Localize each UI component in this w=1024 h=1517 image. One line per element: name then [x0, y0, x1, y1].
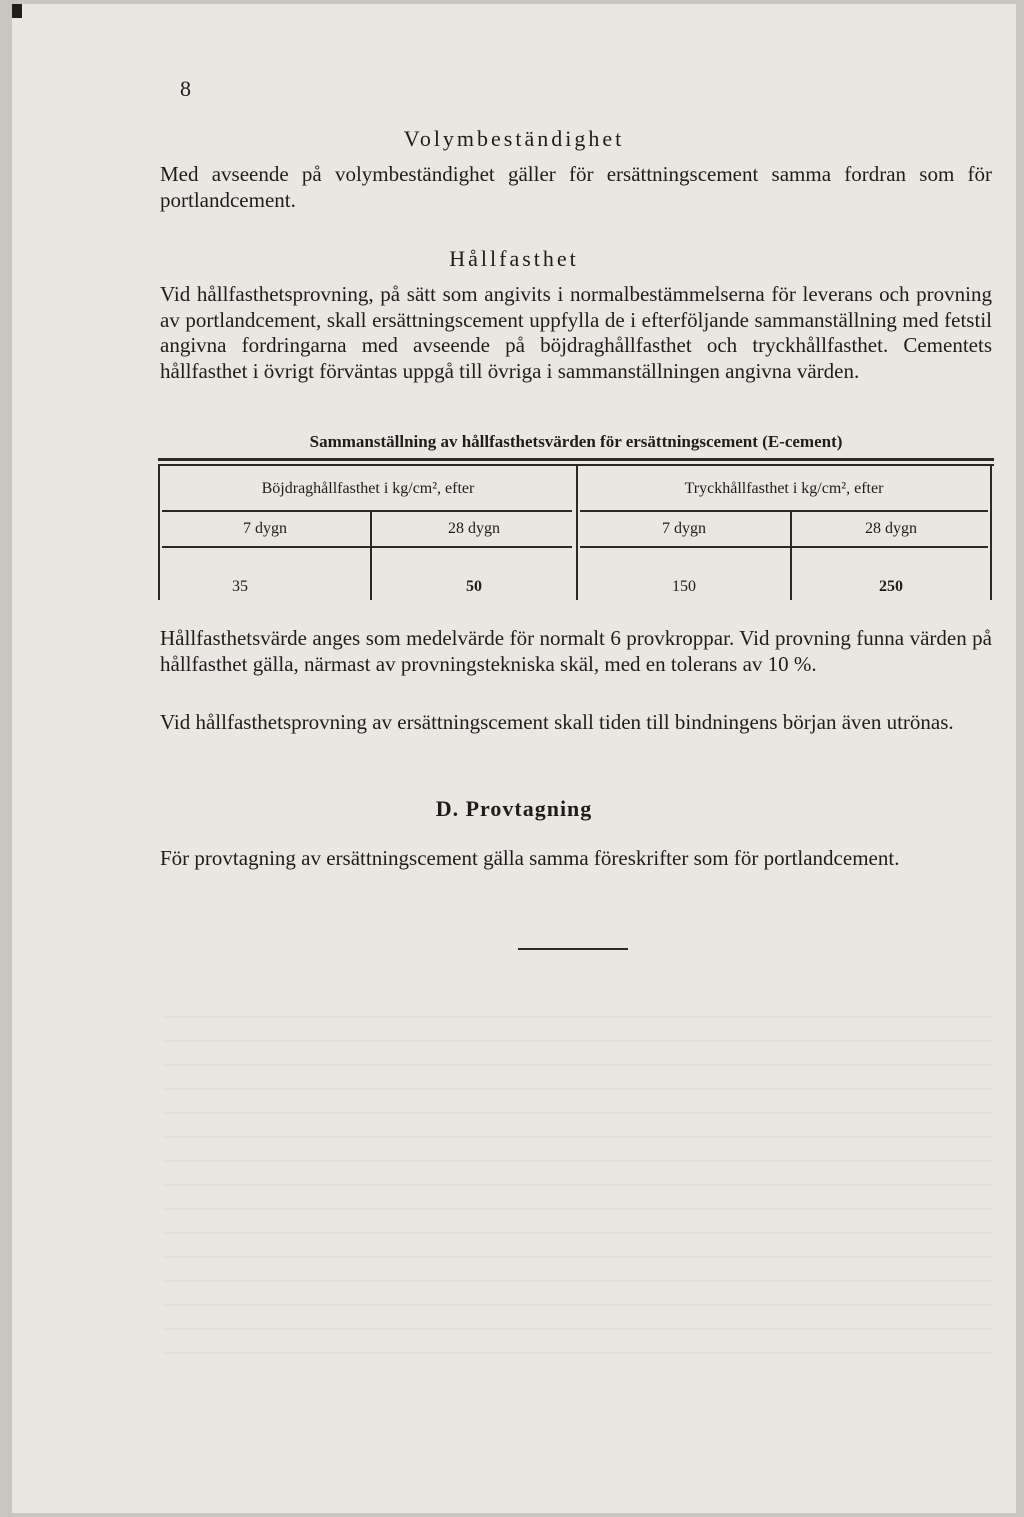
value-tryck-28: 250 [879, 578, 903, 595]
closing-rule [518, 948, 628, 950]
bleed-through [162, 994, 992, 1374]
subheader-28-dygn-bojdrag: 28 dygn [448, 520, 500, 537]
value-bojdrag-7: 35 [232, 578, 248, 595]
strength-table [158, 458, 994, 603]
table-top-rule [158, 458, 994, 461]
subheader-7-dygn-tryck: 7 dygn [662, 520, 706, 537]
subheader-28-dygn-tryck: 28 dygn [865, 520, 917, 537]
paragraph-hallfasthet: Vid hållfasthetsprovning, på sätt som angivits i normalbestämmelserna för leverans och provning av portlandcement, skall ersättningscement uppfylla de i efterföljande sammanställning med fetstil angivna fordringarna med avseende på böjdraghållfasthet och tryckhållfasthet. Cementets hållfasthet i övrigt förväntas uppgå till övriga i sammanställningen angivna värden. [160, 282, 992, 383]
table-subheader-rule-right [580, 546, 988, 548]
group-header-tryck: Tryckhållfasthet i kg/cm², efter [684, 480, 884, 497]
table-subheader-rule-left [162, 546, 572, 548]
page-number: 8 [180, 76, 191, 101]
table-caption: Sammanställning av hållfasthetsvärden för ersättningscement (E-cement) [309, 432, 843, 451]
scan-corner-mark [12, 4, 22, 18]
paragraph-volymbestandighet: Med avseende på volymbeständighet gäller för ersättningscement samma fordran som för portlandcement. [160, 162, 992, 212]
table-header-rule-right [580, 510, 988, 512]
heading-volymbestandighet: Volymbeständighet [403, 126, 625, 151]
table-right-border [990, 466, 992, 600]
value-tryck-7: 150 [672, 578, 696, 595]
paragraph-bindning: Vid hållfasthetsprovning av ersättningscement skall tiden till bindningens början även utrönas. [160, 710, 954, 734]
document-page [12, 4, 1016, 1513]
group-header-bojdrag: Böjdraghållfasthet i kg/cm², efter [261, 480, 475, 497]
subheader-7-dygn-bojdrag: 7 dygn [243, 520, 287, 537]
value-bojdrag-28: 50 [466, 578, 482, 595]
heading-provtagning: D. Provtagning [435, 796, 593, 821]
paragraph-provtagning: För provtagning av ersättningscement gälla samma föreskrifter som för portlandcement. [160, 846, 900, 870]
heading-hallfasthet: Hållfasthet [449, 246, 579, 271]
paragraph-tolerans: Hållfasthetsvärde anges som medelvärde för normalt 6 provkroppar. Vid provning funna värden på hållfasthet gälla, närmast av provningstekniska skäl, med en tolerans av 10 %. [160, 626, 992, 676]
table-header-rule-left [162, 510, 572, 512]
